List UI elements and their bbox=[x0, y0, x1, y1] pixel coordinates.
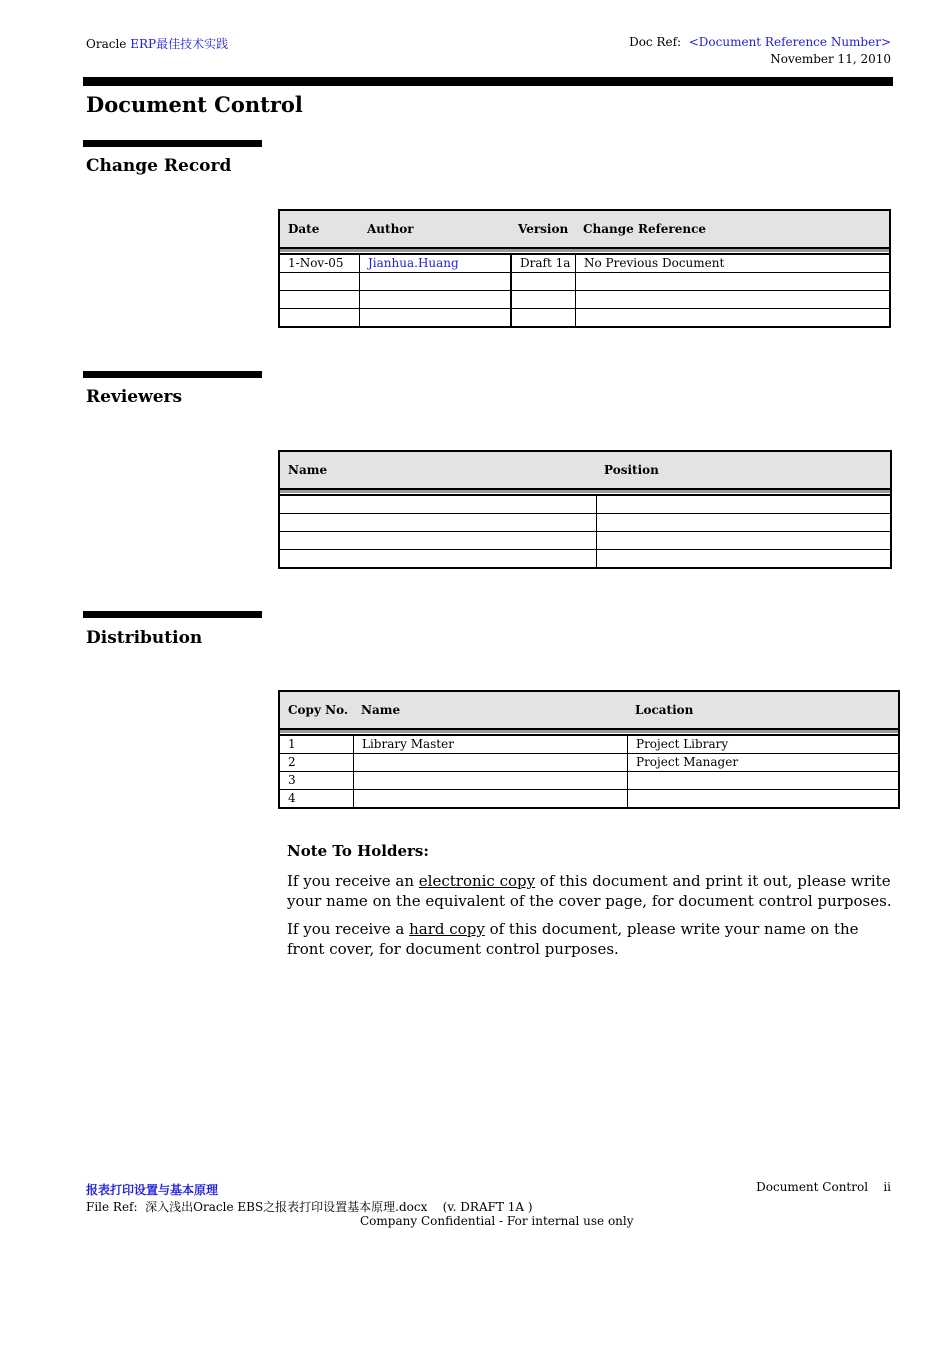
col-copy-no: Copy No. bbox=[288, 703, 349, 717]
header-date: November 11, 2010 bbox=[770, 52, 891, 66]
table-row bbox=[280, 496, 890, 513]
footer-confidential: Company Confidential - For internal use only bbox=[360, 1214, 634, 1228]
section-bar-change-record bbox=[83, 140, 262, 147]
note-paragraph-1: If you receive an electronic copy of this document and print it out, please write your name on the equivalent of the cover page, for document control purposes. bbox=[287, 872, 892, 910]
col-position: Position bbox=[604, 463, 659, 477]
note-paragraph-2: If you receive a hard copy of this document, please write your name on the front cover, for document control purposes. bbox=[287, 920, 859, 958]
section-title-change-record: Change Record bbox=[86, 156, 232, 176]
footer-page-info bbox=[756, 1180, 891, 1194]
col-version: Version bbox=[518, 222, 569, 236]
table-row bbox=[280, 531, 890, 549]
section-title-distribution: Distribution bbox=[86, 628, 203, 648]
header-product bbox=[86, 35, 228, 52]
table-row: 4 bbox=[280, 789, 898, 807]
table-row bbox=[280, 513, 890, 531]
footer-page-number: ii bbox=[883, 1180, 891, 1194]
hard-copy-text: hard copy bbox=[409, 920, 485, 938]
table-row bbox=[280, 549, 890, 567]
change-record-table bbox=[278, 209, 891, 328]
table-row: 1-Nov-05 Jianhua.Huang Draft 1a No Previous Document bbox=[280, 255, 889, 272]
table-row: 3 bbox=[280, 771, 898, 789]
col-change-reference: Change Reference bbox=[583, 222, 707, 236]
docref-value: <Document Reference Number> bbox=[688, 35, 891, 49]
section-title-reviewers: Reviewers bbox=[86, 387, 183, 407]
col-name: Name bbox=[361, 703, 401, 717]
reviewers-table bbox=[278, 450, 892, 569]
col-name: Name bbox=[288, 463, 328, 477]
change-record-header bbox=[280, 211, 889, 249]
reviewers-header bbox=[280, 452, 890, 490]
table-row bbox=[280, 272, 889, 290]
section-bar-distribution bbox=[83, 611, 262, 618]
col-location: Location bbox=[635, 703, 694, 717]
header-product-title: ERP最佳技术实践 bbox=[126, 37, 229, 51]
page-title: Document Control bbox=[86, 92, 303, 117]
section-bar-reviewers bbox=[83, 371, 262, 378]
distribution-table bbox=[278, 690, 900, 809]
author-link[interactable]: Jianhua.Huang bbox=[359, 255, 510, 272]
footer-subject: 报表打印设置与基本原理 bbox=[86, 1183, 219, 1197]
distribution-header bbox=[280, 692, 898, 730]
docref-label: Doc Ref: bbox=[629, 35, 682, 49]
footer-file-ref: File Ref: 深入浅出Oracle EBS之报表打印设置基本原理.docx (v. DRAFT 1A ) bbox=[86, 1200, 533, 1214]
note-title: Note To Holders: bbox=[287, 842, 429, 860]
header-product-prefix: Oracle bbox=[86, 37, 127, 51]
table-row: 1 Library Master Project Library bbox=[280, 736, 898, 753]
header-docref bbox=[629, 34, 891, 68]
header-rule bbox=[83, 77, 893, 86]
table-row: 2 Project Manager bbox=[280, 753, 898, 771]
electronic-copy-text: electronic copy bbox=[418, 872, 536, 890]
table-row bbox=[280, 290, 889, 308]
table-row bbox=[280, 308, 889, 326]
footer-section: Document Control bbox=[756, 1180, 869, 1194]
col-author: Author bbox=[367, 222, 414, 236]
col-date: Date bbox=[288, 222, 320, 236]
